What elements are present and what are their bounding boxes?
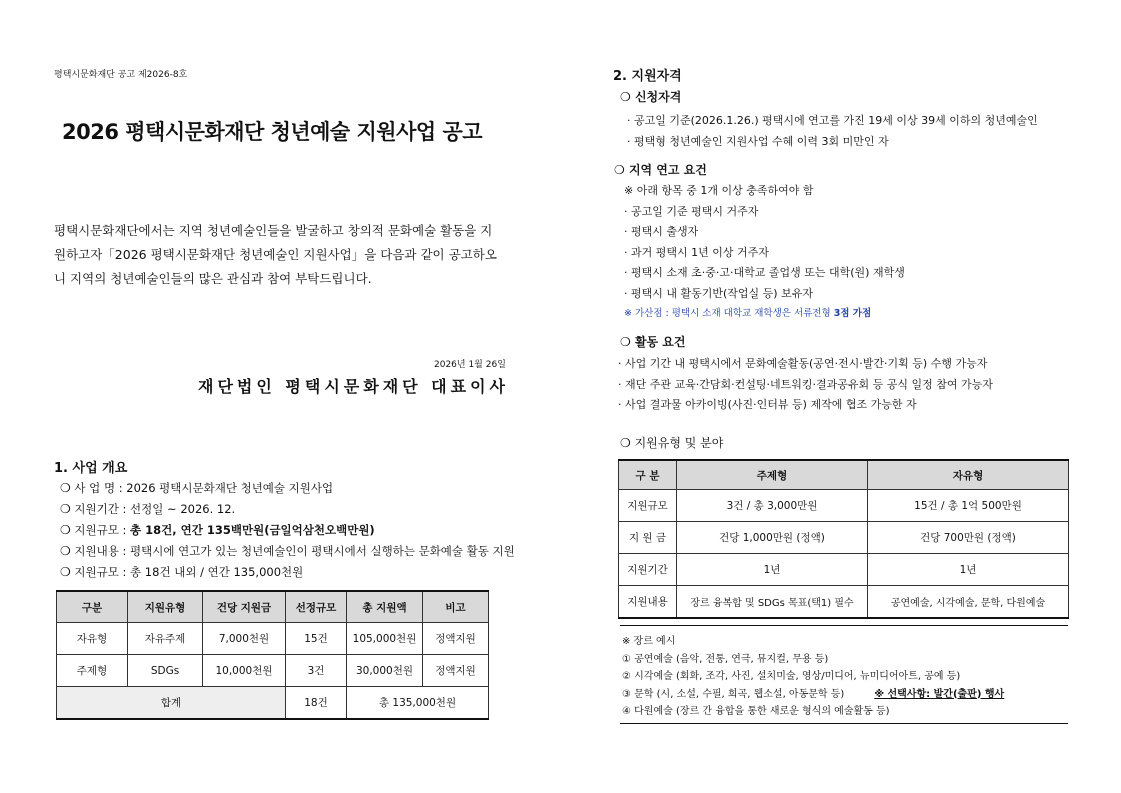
circle-bullet-icon: ❍ [620,436,635,450]
table-row: 지원내용 장르 융복합 및 SDGs 목표(택1) 필수 공연예술, 시각예술, 문학, 다원예술 [619,586,1069,619]
list-item: · 공고일 기준 평택시 거주자 [624,204,759,218]
table-header: 총 지원액 [347,591,423,623]
list-item: ❍ 지원규모 : 총 18건, 연간 135백만원(금일억삼천오백만원) [60,523,375,537]
intro-paragraph [54,219,514,291]
region-heading: ❍ 지역 연고 요건 [614,163,707,177]
page-title: 2026 평택시문화재단 청년예술 지원사업 공고 [62,120,483,144]
list-item: ❍ 지원규모 : 총 18건 내외 / 연간 135,000천원 [60,565,304,579]
table-row: 지원기간 1년 1년 [619,554,1069,586]
circle-bullet-icon: ❍ [60,544,71,558]
section2-heading: 2. 지원자격 [613,69,682,84]
list-item: ④ 다원예술 (장르 간 융합을 통한 새로운 형식의 예술활동 등) [622,706,890,717]
circle-bullet-icon: ❍ [614,163,629,177]
intro-line: 평택시문화재단에서는 지역 청년예술인들을 발굴하고 창의적 문화예술 활동을 지 [54,223,493,238]
list-item: ③ 문학 (시, 소설, 수필, 희곡, 웹소설, 아동문학 등) ※ 선택사항: 발간(출판) 행사 [622,688,1005,700]
table-header: 지원유형 [128,591,203,623]
table-row: 주제형 SDGs 10,000천원 3건 30,000천원 정액지원 [57,655,489,687]
bonus-note: ※ 가산점 : 평택시 소재 대학교 재학생은 서류전형 3점 가점 [624,308,872,319]
list-item: · 과거 평택시 1년 이상 거주자 [624,245,769,259]
circle-bullet-icon: ❍ [60,565,71,579]
list-item: · 사업 기간 내 평택시에서 문화예술활동(공연·전시·발간·기획 등) 수행 가능자 [618,357,988,370]
type-heading: ❍ 지원유형 및 분야 [620,436,724,450]
list-item: ❍ 지원기간 : 선정일 ~ 2026. 12. [60,502,236,516]
list-item: ② 시각예술 (회화, 조각, 사진, 설치미술, 영상/미디어, 뉴미디어아트, 공예 등) [622,671,961,682]
circle-bullet-icon: ❍ [620,335,635,349]
list-item: · 평택시 출생자 [624,225,699,238]
section1-list [60,480,520,585]
table-row: 지원규모 3건 / 총 3,000만원 15건 / 총 1억 500만원 [619,490,1069,522]
notice-number: 평택시문화재단 공고 제2026-8호 [54,70,188,80]
list-item: · 사업 결과물 아카이빙(사진·인터뷰 등) 제작에 협조 가능한 자 [618,398,917,411]
list-item: · 평택시 내 활동기반(작업실 등) 보유자 [624,286,813,300]
table-header: 건당 지원금 [203,591,286,623]
qualification-heading: ❍ 신청자격 [620,90,682,104]
genre-box-top-rule [620,625,1068,626]
table-row: 자유형 자유주제 7,000천원 15건 105,000천원 정액지원 [57,623,489,655]
budget-table [56,590,489,720]
table-header: 선정규모 [286,591,347,623]
table-header-row [619,460,1069,490]
circle-bullet-icon: ❍ [60,502,71,516]
table-header: 비고 [423,591,489,623]
table-header: 자유형 [868,460,1069,490]
list-item: · 평택시 소재 초·중·고·대학교 졸업생 또는 대학(원) 재학생 [624,266,905,279]
list-item: · 공고일 기준(2026.1.26.) 평택시에 연고를 가진 19세 이상 39세 이하의 청년예술인 [627,114,1038,127]
list-item: · 재단 주관 교육·간담회·컨설팅·네트워킹·결과공유회 등 공식 일정 참여 가능자 [618,377,993,391]
intro-line: 원하고자「2026 평택시문화재단 청년예술인 지원사업」을 다음과 같이 공고하오 [54,247,497,262]
genre-example-box [622,633,1004,721]
list-item: ① 공연예술 (음악, 전통, 연극, 뮤지컬, 무용 등) [622,653,829,665]
genre-box-bottom-rule [620,723,1068,724]
table-header: 구분 [57,591,128,623]
list-item: · 평택형 청년예술인 지원사업 수혜 이력 3회 미만인 자 [627,135,889,148]
table-row: 지 원 금 건당 1,000만원 (정액) 건당 700만원 (정액) [619,522,1069,554]
circle-bullet-icon: ❍ [60,481,71,495]
circle-bullet-icon: ❍ [620,90,635,104]
genre-extra-note: ※ 선택사항: 발간(출판) 행사 [874,688,1005,700]
region-note: ※ 아래 항목 중 1개 이상 충족하여야 함 [624,184,814,197]
genre-title: ※ 장르 예시 [622,636,676,647]
list-item: ❍ 사 업 명 : 2026 평택시문화재단 청년예술 지원사업 [60,481,334,495]
table-header: 주제형 [677,460,868,490]
region-list [624,181,905,325]
support-type-table [618,459,1069,619]
qualification-list [627,110,1038,152]
intro-line: 니 지역의 청년예술인들의 많은 관심과 참여 부탁드립니다. [54,271,372,286]
activity-list [618,354,993,416]
announcement-date: 2026년 1월 26일 [434,360,506,370]
activity-heading: ❍ 활동 요건 [620,335,686,349]
table-header: 구 분 [619,460,677,490]
section1-heading: 1. 사업 개요 [54,461,128,476]
list-item: ❍ 지원내용 : 평택시에 연고가 있는 청년예술인이 평택시에서 실행하는 문화예술 활동 지원 [60,544,515,558]
table-total-row: 합계 18건 총 135,000천원 [57,687,489,720]
circle-bullet-icon: ❍ [60,523,71,537]
table-header-row [57,591,489,623]
signature-org: 재단법인 평택시문화재단 대표이사 [198,377,509,396]
